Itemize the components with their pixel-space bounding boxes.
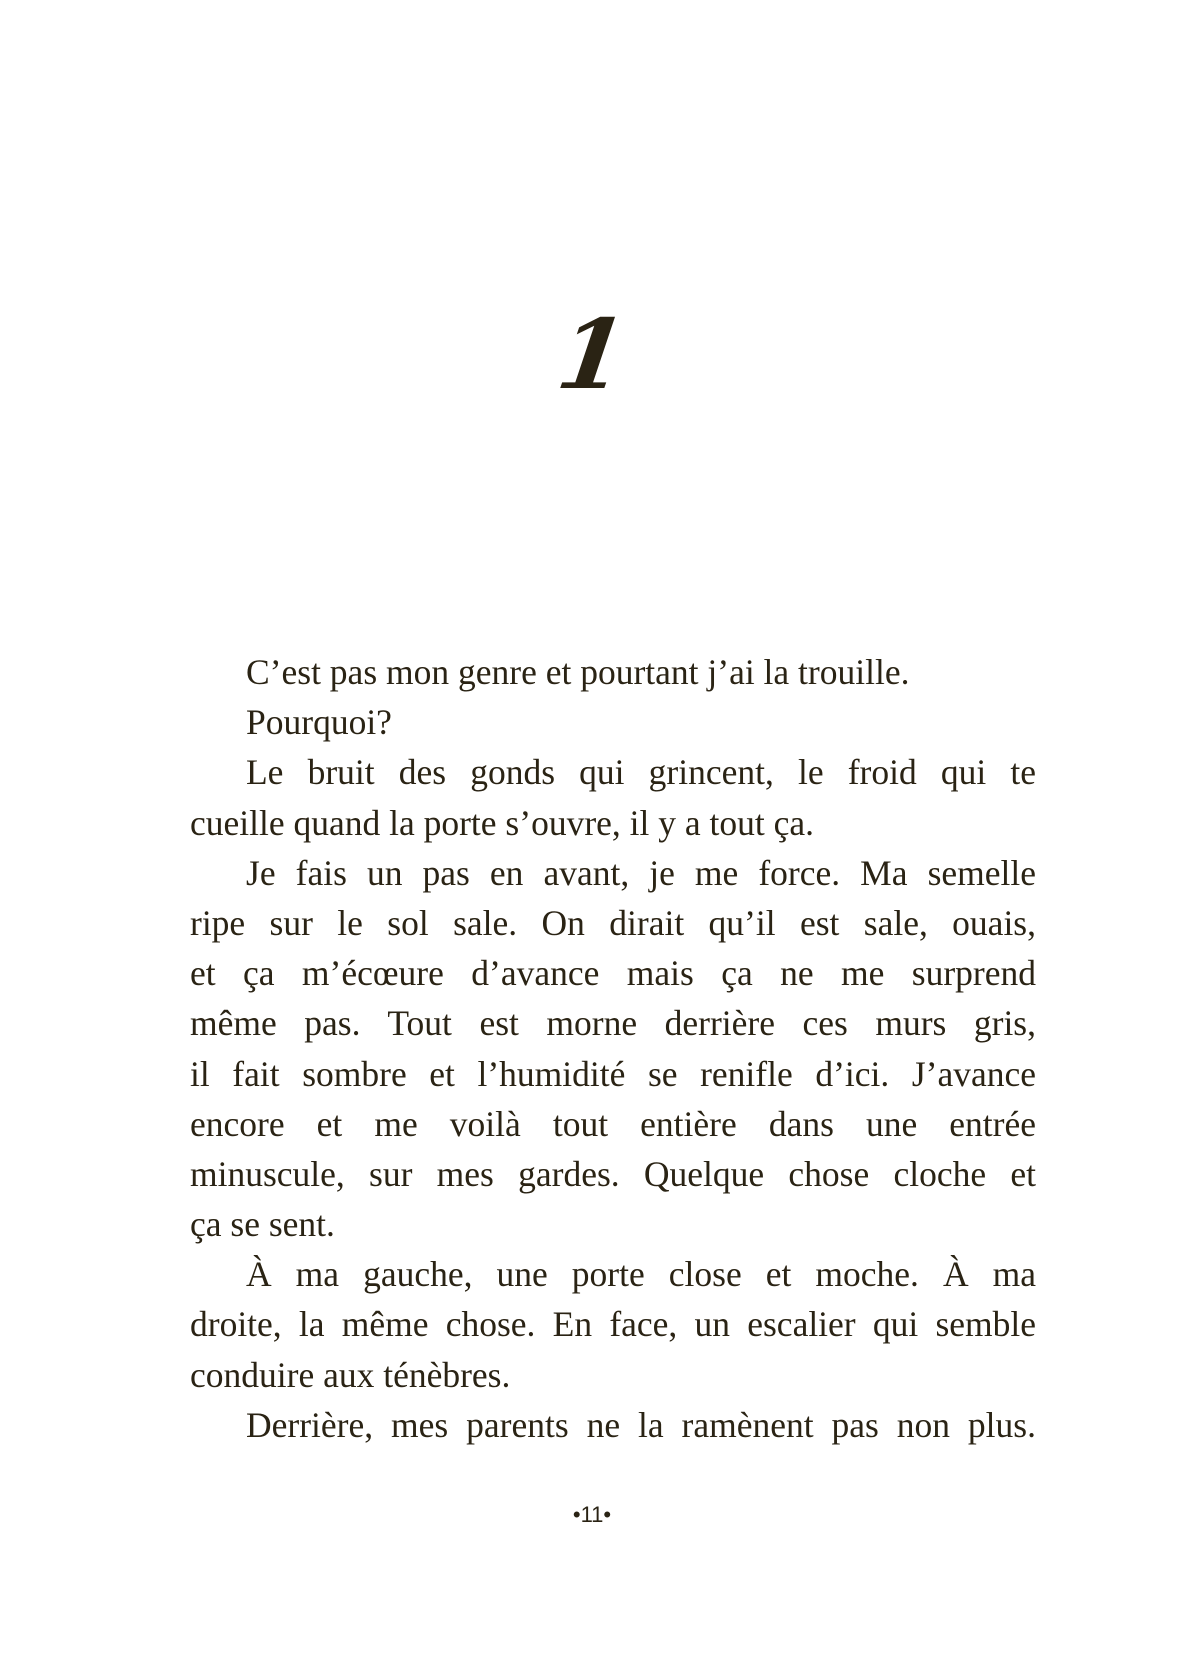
- chapter-body-text: [190, 647, 1036, 1450]
- text-line: minuscule, sur mes gardes. Quelque chose cloche et: [190, 1153, 1036, 1194]
- text-line: C’est pas mon genre et pourtant j’ai la trouille.: [246, 652, 910, 692]
- text-line: il fait sombre et l’humidité se renifle d’ici. J’avance: [190, 1053, 1036, 1094]
- chapter-number: 1: [550, 298, 634, 411]
- text-line: ripe sur le sol sale. On dirait qu’il est sale, ouais,: [190, 902, 1036, 943]
- text-line: Le bruit des gonds qui grincent, le froid qui te: [246, 752, 1036, 793]
- text-line: Derrière, mes parents ne la ramènent pas non plus.: [246, 1404, 1036, 1445]
- text-line: ça se sent.: [190, 1204, 335, 1245]
- text-line: encore et me voilà tout entière dans une entrée: [190, 1103, 1036, 1144]
- text-line: et ça m’écœure d’avance mais ça ne me surprend: [190, 953, 1036, 994]
- text-line: droite, la même chose. En face, un escalier qui semble: [190, 1304, 1036, 1345]
- text-line: conduire aux ténèbres.: [190, 1354, 511, 1395]
- text-line: Pourquoi?: [246, 702, 392, 743]
- text-line: Je fais un pas en avant, je me force. Ma semelle: [246, 852, 1036, 893]
- text-line: même pas. Tout est morne derrière ces murs gris,: [190, 1003, 1036, 1044]
- text-line: À ma gauche, une porte close et moche. À ma: [246, 1254, 1036, 1295]
- page-number: •11•: [572, 1502, 612, 1527]
- text-line: cueille quand la porte s’ouvre, il y a tout ça.: [190, 802, 814, 843]
